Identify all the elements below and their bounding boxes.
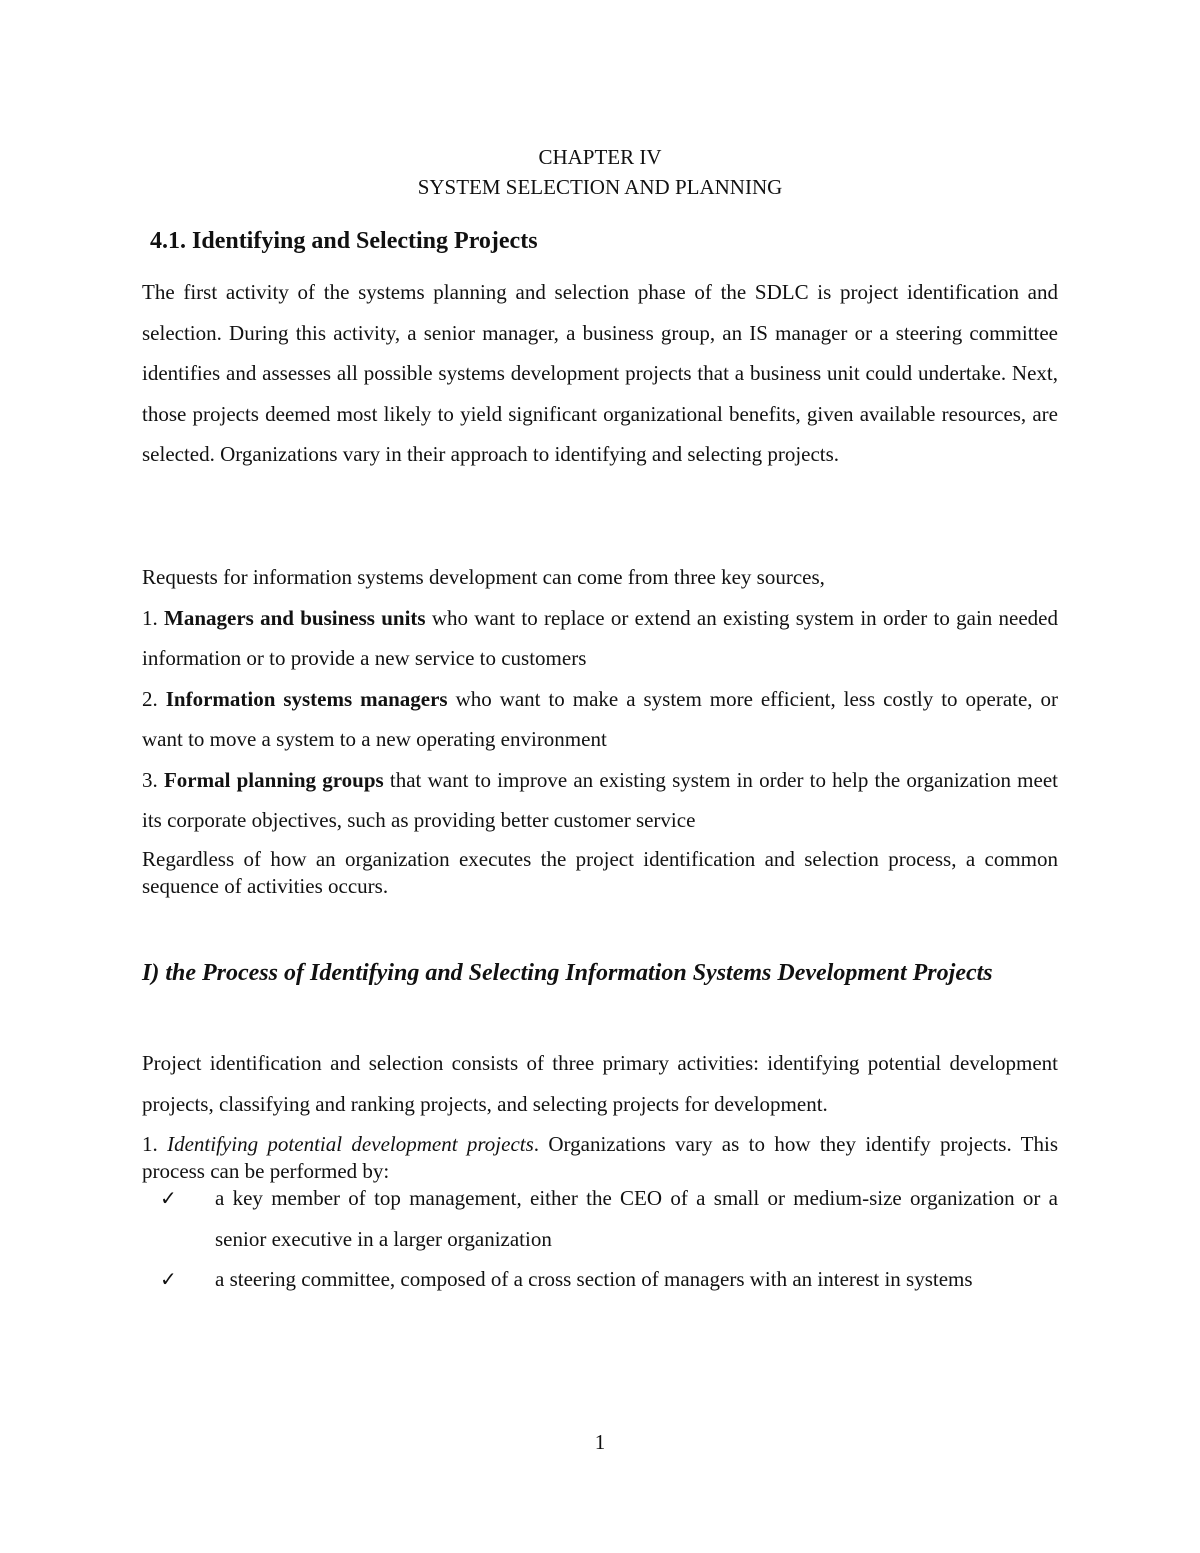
step-1-title: Identifying potential development projects — [167, 1132, 534, 1156]
bullet-item — [160, 1178, 1058, 1259]
request-item — [142, 679, 1058, 760]
checkmark-icon: ✓ — [160, 1186, 177, 1210]
request-item — [142, 598, 1058, 679]
request-source: Formal planning groups — [163, 767, 384, 792]
step-1-number: 1. — [142, 1132, 168, 1156]
request-number: 3. — [142, 767, 164, 792]
chapter-header — [0, 142, 1200, 202]
requests-intro: Requests for information systems development can come from three key sources, — [142, 565, 825, 589]
requests-block — [142, 557, 1058, 841]
request-item — [142, 760, 1058, 841]
step-1-text: . Organizations vary as to how they identify projects. This process can be performed by: — [142, 1132, 1059, 1183]
request-number: 1. — [142, 605, 165, 630]
intro-paragraph: The first activity of the systems planning and selection phase of the SDLC is project identification and selection. During this activity, a senior manager, a business group, an IS manager or a steering committee identifies and assesses all possible systems development projects that a business unit could undertake. Next, those projects deemed most likely to yield significant organizational benefits, given available resources, are selected. Organizations vary in their approach to identifying and selecting projects. — [142, 280, 1058, 466]
request-number: 2. — [142, 686, 166, 711]
request-text: that want to improve an existing system in order to help the organization meet its corporate objectives, such as providing better customer service — [142, 767, 1058, 832]
regardless-paragraph: Regardless of how an organization executes the project identification and selection process, a common sequence of activities occurs. — [142, 847, 1058, 898]
chapter-number: CHAPTER IV — [538, 145, 662, 169]
chapter-title: SYSTEM SELECTION AND PLANNING — [417, 175, 783, 199]
request-text: who want to replace or extend an existing system in order to gain needed information or to provide a new service to customers — [142, 605, 1059, 670]
process-heading: I) the Process of Identifying and Selecting Information Systems Development Projects — [142, 960, 993, 986]
process-paragraph: Project identification and selection consists of three primary activities: identifying potential development projects, classifying and ranking projects, and selecting projects for development. — [142, 1051, 1058, 1116]
bullet-item — [160, 1266, 1058, 1293]
request-source: Managers and business units — [164, 605, 426, 630]
bullet-text: a steering committee, composed of a cross section of managers with an interest in systems — [215, 1267, 973, 1291]
request-source: Information systems managers — [165, 686, 448, 711]
request-text: who want to make a system more efficient, less costly to operate, or want to move a system to a new operating environment — [142, 686, 1059, 751]
page-number: 1 — [594, 1430, 606, 1454]
section-title: 4.1. Identifying and Selecting Projects — [150, 228, 538, 254]
bullet-text: a key member of top management, either the CEO of a small or medium-size organization or a senior executive in a larger organization — [215, 1186, 1058, 1251]
step-1-paragraph — [142, 1131, 1058, 1185]
checkmark-icon: ✓ — [160, 1267, 177, 1291]
